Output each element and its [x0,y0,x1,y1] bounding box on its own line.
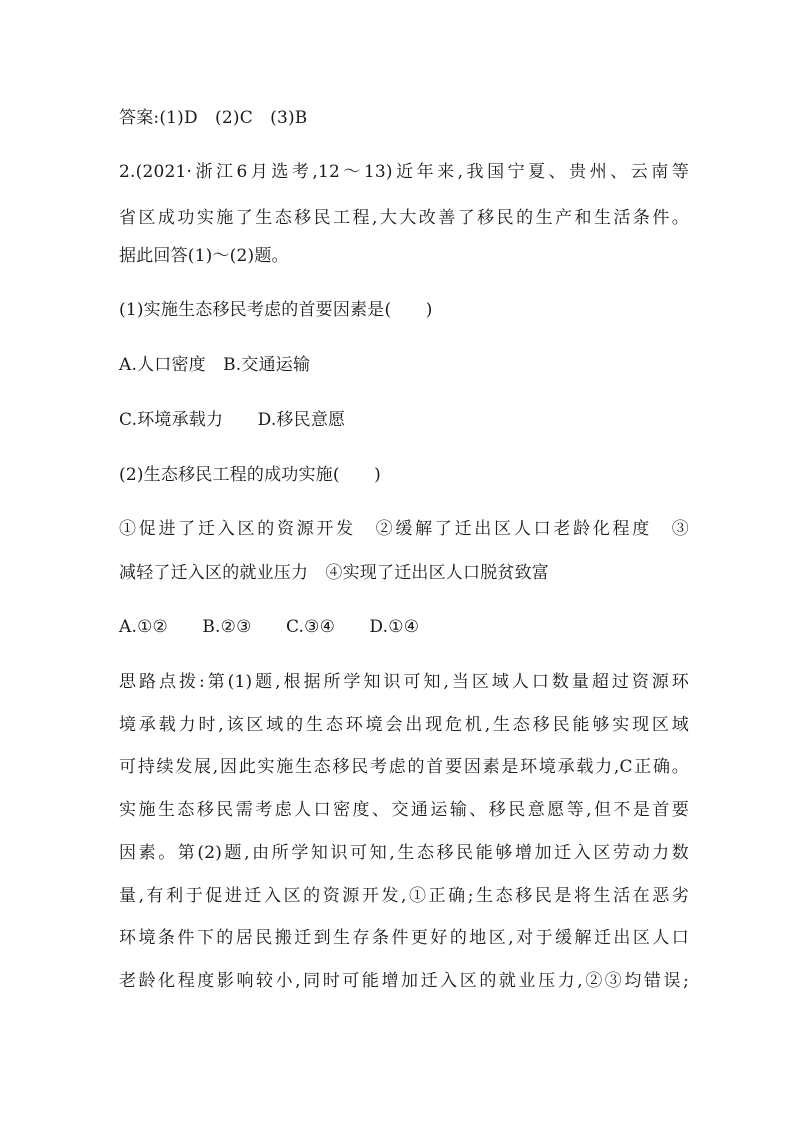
answer-line: 答案:(1)D (2)C (3)B [119,108,308,128]
sub-question-2-statements-line-1: ①促进了迁入区的资源开发 ②缓解了迁出区人口老龄化程度 ③ [119,519,689,539]
analysis-line-3: 可持续发展,因此实施生态移民考虑的首要因素是环境承载力,C正确。 [119,757,689,777]
question-2-stem-line-3: 据此回答(1)～(2)题。 [119,246,289,266]
analysis-line-2: 境承载力时,该区域的生态环境会出现危机,生态移民能够实现区域 [119,715,689,735]
analysis-line-5: 因素。第(2)题,由所学知识可知,生态移民能够增加迁入区劳动力数 [119,843,689,863]
sub-question-1-prompt: (1)实施生态移民考虑的首要因素是( ) [119,300,433,320]
analysis-line-6: 量,有利于促进迁入区的资源开发,①正确;生态移民是将生活在恶劣 [119,886,689,906]
analysis-line-4: 实施生态移民需考虑人口密度、交通运输、移民意愿等,但不是首要 [119,800,689,820]
sub-question-2-options: A.①② B.②③ C.③④ D.①④ [119,617,420,637]
question-2-stem-line-1: 2.(2021·浙江6月选考,12～13)近年来,我国宁夏、贵州、云南等 [119,162,689,182]
analysis-line-8: 老龄化程度影响较小,同时可能增加迁入区的就业压力,②③均错误; [119,971,689,991]
question-2-stem-line-2: 省区成功实施了生态移民工程,大大改善了移民的生产和生活条件。 [119,208,689,228]
sub-question-2-statements-line-2: 减轻了迁入区的就业压力 ④实现了迁出区人口脱贫致富 [119,563,549,583]
sub-question-2-prompt: (2)生态移民工程的成功实施( ) [119,465,381,485]
analysis-line-7: 环境条件下的居民搬迁到生存条件更好的地区,对于缓解迁出区人口 [119,928,689,948]
sub-question-1-options-row-1: A.人口密度 B.交通运输 [119,355,311,375]
analysis-line-1: 思路点拨:第(1)题,根据所学知识可知,当区域人口数量超过资源环 [119,672,689,692]
sub-question-1-options-row-2: C.环境承载力 D.移民意愿 [119,410,346,430]
